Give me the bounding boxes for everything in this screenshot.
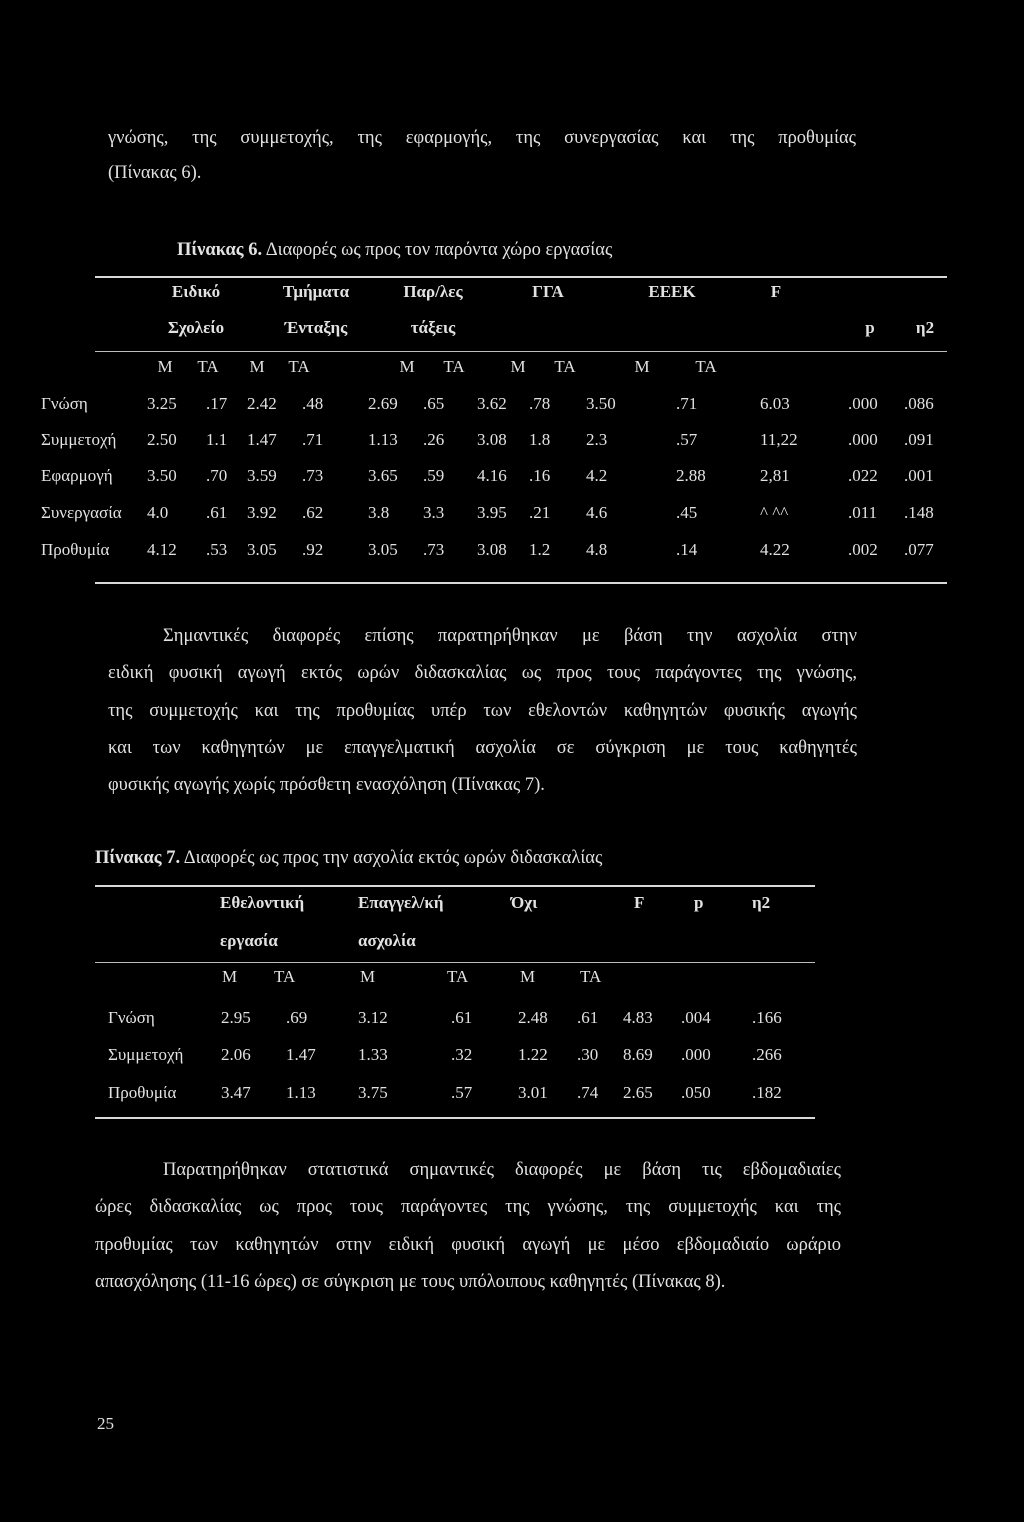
paragraph-2-line: απασχόλησης (11-16 ώρες) σε σύγκριση με τους υπόλοιπους καθηγητές (Πίνακας 8). bbox=[95, 1272, 726, 1292]
table6-p-value: .022 bbox=[848, 466, 878, 485]
table6-p-header: p bbox=[865, 318, 875, 337]
table7-cell: 1.22 bbox=[518, 1045, 548, 1064]
table6-group-header: Ειδικό bbox=[171, 282, 221, 301]
table6-caption-text: Διαφορές ως προς τον παρόντα χώρο εργασίας bbox=[262, 240, 613, 260]
table6-cell: .61 bbox=[206, 503, 228, 522]
table7-caption bbox=[95, 848, 602, 869]
table6-subheader: ΤΑ bbox=[443, 357, 465, 376]
table6-cell: .92 bbox=[302, 540, 324, 559]
table6-cell: 2.69 bbox=[368, 394, 398, 413]
table7-p-value: .000 bbox=[681, 1045, 711, 1064]
table7-eta-value: .182 bbox=[752, 1083, 782, 1102]
table7-group-header: Εθελοντική bbox=[220, 893, 305, 912]
table7-f-header: F bbox=[634, 893, 645, 912]
table6-cell: 2.3 bbox=[586, 430, 608, 449]
table6-group-header: ΓΓΑ bbox=[532, 282, 564, 301]
table7-cell: .69 bbox=[286, 1008, 308, 1027]
page-number: 25 bbox=[97, 1414, 114, 1433]
table6-cell: .16 bbox=[529, 466, 551, 485]
table6-cell: 3.3 bbox=[423, 503, 445, 522]
table6-subheader: Μ bbox=[634, 357, 650, 376]
table6-caption bbox=[177, 240, 612, 261]
table7-cell: .30 bbox=[577, 1045, 599, 1064]
table6-p-value: .000 bbox=[848, 430, 878, 449]
table6-cell: 3.59 bbox=[247, 466, 277, 485]
table7-caption-label: Πίνακας 7. bbox=[95, 848, 181, 868]
table6-eta-value: .001 bbox=[904, 466, 934, 485]
table6-eta-value: .091 bbox=[904, 430, 934, 449]
table7-cell: 1.33 bbox=[358, 1045, 388, 1064]
table7-eta-value: .166 bbox=[752, 1008, 782, 1027]
table6-subheader: Μ bbox=[157, 357, 173, 376]
table7-cell: 2.06 bbox=[221, 1045, 251, 1064]
table6-cell: .26 bbox=[423, 430, 445, 449]
table7-subheader: Μ bbox=[222, 967, 238, 986]
table6-p-value: .011 bbox=[848, 503, 878, 522]
table7-header-rule bbox=[95, 962, 815, 963]
table6-subheader: Μ bbox=[249, 357, 265, 376]
table6-cell: 3.50 bbox=[147, 466, 177, 485]
table6-cell: 4.0 bbox=[147, 503, 169, 522]
table7-group-header-line2: ασχολία bbox=[358, 931, 416, 950]
table6-cell: 3.62 bbox=[477, 394, 507, 413]
table6-p-value: .000 bbox=[848, 394, 878, 413]
table6-cell: .70 bbox=[206, 466, 228, 485]
table6-row-label: Εφαρμογή bbox=[41, 466, 113, 485]
table6-cell: 3.95 bbox=[477, 503, 507, 522]
table6-group-header-line2: Ένταξης bbox=[284, 318, 348, 337]
table7-subheader: ΤΑ bbox=[447, 967, 469, 986]
table7-p-value: .004 bbox=[681, 1008, 711, 1027]
table6-subheader: Μ bbox=[510, 357, 526, 376]
table7-cell: 3.12 bbox=[358, 1008, 388, 1027]
table6-cell: 3.8 bbox=[368, 503, 390, 522]
table6-cell: 3.05 bbox=[247, 540, 277, 559]
table6-cell: 2.88 bbox=[676, 466, 706, 485]
table6-cell: .71 bbox=[676, 394, 698, 413]
table6-cell: 3.65 bbox=[368, 466, 398, 485]
table6-subheader: ΤΑ bbox=[197, 357, 219, 376]
table6-f-value: 4.22 bbox=[760, 540, 790, 559]
paragraph-1-line: φυσικής αγωγής χωρίς πρόσθετη ενασχόληση (Πίνακας 7). bbox=[108, 775, 545, 795]
table6-cell: 1.8 bbox=[529, 430, 551, 449]
intro-line-1: γνώσης, της συμμετοχής, της εφαρμογής, της συνεργασίας και της προθυμίας bbox=[108, 128, 856, 148]
table7-cell: 3.75 bbox=[358, 1083, 388, 1102]
table7-cell: 1.47 bbox=[286, 1045, 316, 1064]
table6-bottom-rule bbox=[95, 582, 947, 584]
table6-cell: 3.05 bbox=[368, 540, 398, 559]
table6-cell: .73 bbox=[302, 466, 324, 485]
paragraph-1-line: της συμμετοχής και της προθυμίας υπέρ των εθελοντών καθηγητών φυσικής αγωγής bbox=[108, 701, 857, 721]
table6-header-rule bbox=[95, 351, 947, 352]
table6-cell: 1.1 bbox=[206, 430, 228, 449]
table6-cell: .78 bbox=[529, 394, 551, 413]
table7-cell: .74 bbox=[577, 1083, 599, 1102]
table6-group-header: Τμήματα bbox=[282, 282, 350, 301]
table6-cell: .53 bbox=[206, 540, 228, 559]
table6-cell: .14 bbox=[676, 540, 698, 559]
table7-cell: 3.47 bbox=[221, 1083, 251, 1102]
table6-cell: 3.50 bbox=[586, 394, 616, 413]
table6-row-label: Γνώση bbox=[41, 394, 88, 413]
table6-subheader: Μ bbox=[399, 357, 415, 376]
table6-cell: .57 bbox=[676, 430, 698, 449]
table7-cell: .61 bbox=[577, 1008, 599, 1027]
table6-cell: 4.16 bbox=[477, 466, 507, 485]
table6-row-label: Συμμετοχή bbox=[41, 430, 117, 449]
table6-cell: .65 bbox=[423, 394, 445, 413]
table6-cell: 1.47 bbox=[247, 430, 277, 449]
table6-cell: 3.92 bbox=[247, 503, 277, 522]
table6-f-value: ^ ^^ bbox=[760, 503, 789, 522]
table6-cell: 3.08 bbox=[477, 430, 507, 449]
table6-cell: 4.8 bbox=[586, 540, 608, 559]
table6-eta-value: .148 bbox=[904, 503, 934, 522]
table7-f-value: 4.83 bbox=[623, 1008, 653, 1027]
table6-eta-value: .077 bbox=[904, 540, 934, 559]
table6-cell: 3.25 bbox=[147, 394, 177, 413]
table6-subheader: ΤΑ bbox=[554, 357, 576, 376]
table7-row-label: Συμμετοχή bbox=[108, 1045, 184, 1064]
table6-row-label: Συνεργασία bbox=[41, 503, 122, 522]
table7-group-header-line2: εργασία bbox=[220, 931, 278, 950]
table7-subheader: ΤΑ bbox=[274, 967, 296, 986]
table6-f-value: 6.03 bbox=[760, 394, 790, 413]
paragraph-2-line: προθυμίας των καθηγητών στην ειδική φυσική αγωγή με μέσο εβδομαδιαίο ωράριο bbox=[95, 1235, 841, 1255]
table6-cell: 4.6 bbox=[586, 503, 608, 522]
table6-caption-label: Πίνακας 6. bbox=[177, 240, 263, 260]
paragraph-2-line: ώρες διδασκαλίας ως προς τους παράγοντες της γνώσης, της συμμετοχής και της bbox=[95, 1197, 841, 1217]
paragraph-2-line: Παρατηρήθηκαν στατιστικά σημαντικές διαφορές με βάση τις εβδομαδιαίες bbox=[163, 1160, 841, 1180]
paragraph-1-line: Σημαντικές διαφορές επίσης παρατηρήθηκαν με βάση την ασχολία στην bbox=[163, 626, 857, 646]
table6-cell: 3.08 bbox=[477, 540, 507, 559]
intro-line-2: (Πίνακας 6). bbox=[108, 163, 202, 183]
table7-bottom-rule bbox=[95, 1117, 815, 1119]
table6-cell: 4.2 bbox=[586, 466, 608, 485]
table7-cell: .32 bbox=[451, 1045, 473, 1064]
table6-group-header: Παρ/λες bbox=[403, 282, 463, 301]
table6-cell: .48 bbox=[302, 394, 324, 413]
table7-cell: .57 bbox=[451, 1083, 473, 1102]
table6-cell: .45 bbox=[676, 503, 698, 522]
table6-group-header-line2: Σχολείο bbox=[167, 318, 225, 337]
table6-cell: .71 bbox=[302, 430, 324, 449]
table7-p-header: p bbox=[694, 893, 704, 912]
table6-row-label: Προθυμία bbox=[41, 540, 110, 559]
table7-subheader: Μ bbox=[520, 967, 536, 986]
table6-cell: .73 bbox=[423, 540, 445, 559]
table7-row-label: Γνώση bbox=[108, 1008, 155, 1027]
table6-subheader: ΤΑ bbox=[695, 357, 717, 376]
table6-cell: 2.50 bbox=[147, 430, 177, 449]
table6-cell: 1.13 bbox=[368, 430, 398, 449]
table7-eta-header: η2 bbox=[752, 893, 771, 912]
table6-cell: .59 bbox=[423, 466, 445, 485]
table6-f-value: 2,81 bbox=[760, 466, 790, 485]
table6-cell: .62 bbox=[302, 503, 324, 522]
table6-eta-value: .086 bbox=[904, 394, 934, 413]
table6-cell: 4.12 bbox=[147, 540, 177, 559]
table6-cell: .21 bbox=[529, 503, 551, 522]
table6-f-header: F bbox=[770, 282, 782, 301]
table6-cell: 1.2 bbox=[529, 540, 551, 559]
table7-eta-value: .266 bbox=[752, 1045, 782, 1064]
table7-cell: .61 bbox=[451, 1008, 473, 1027]
table6-p-value: .002 bbox=[848, 540, 878, 559]
table7-cell: 2.95 bbox=[221, 1008, 251, 1027]
table6-subheader: ΤΑ bbox=[288, 357, 310, 376]
table7-top-rule bbox=[95, 885, 815, 887]
table6-eta-header: η2 bbox=[915, 318, 935, 337]
paragraph-1-line: και των καθηγητών με επαγγελματική ασχολία σε σύγκριση με τους καθηγητές bbox=[108, 738, 857, 758]
table6-top-rule bbox=[95, 276, 947, 278]
table6-group-header-line2: τάξεις bbox=[410, 318, 456, 337]
table7-cell: 3.01 bbox=[518, 1083, 548, 1102]
table7-group-header: Επαγγελ/κή bbox=[358, 893, 444, 912]
table6-cell: 2.42 bbox=[247, 394, 277, 413]
table6-cell: .17 bbox=[206, 394, 228, 413]
table7-cell: 2.48 bbox=[518, 1008, 548, 1027]
table7-cell: 1.13 bbox=[286, 1083, 316, 1102]
table6-f-value: 11,22 bbox=[760, 430, 798, 449]
table7-subheader: Μ bbox=[360, 967, 376, 986]
table7-subheader: ΤΑ bbox=[580, 967, 602, 986]
table7-f-value: 8.69 bbox=[623, 1045, 653, 1064]
table7-caption-text: Διαφορές ως προς την ασχολία εκτός ωρών διδασκαλίας bbox=[180, 848, 603, 868]
table7-group-header: Όχι bbox=[511, 893, 538, 912]
table7-f-value: 2.65 bbox=[623, 1083, 653, 1102]
table6-group-header: ΕΕΕΚ bbox=[648, 282, 696, 301]
table7-row-label: Προθυμία bbox=[108, 1083, 177, 1102]
paragraph-1-line: ειδική φυσική αγωγή εκτός ωρών διδασκαλίας ως προς τους παράγοντες της γνώσης, bbox=[108, 663, 857, 683]
table7-p-value: .050 bbox=[681, 1083, 711, 1102]
